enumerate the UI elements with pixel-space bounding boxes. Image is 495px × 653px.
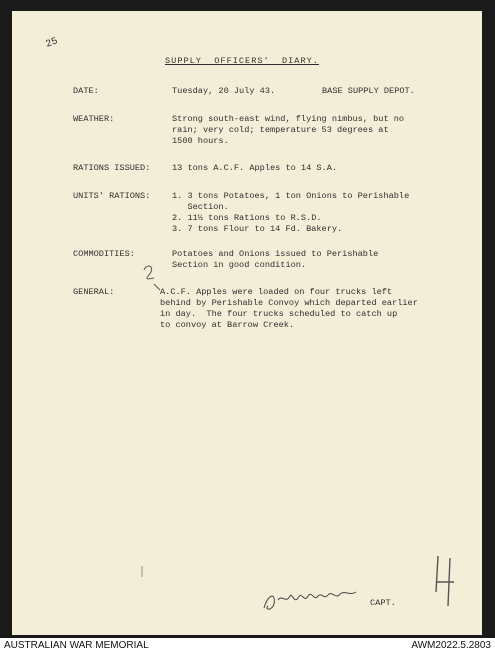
weather-label: WEATHER: — [73, 114, 115, 124]
handwritten-mark — [140, 262, 164, 292]
location: BASE SUPPLY DEPOT. — [322, 86, 415, 96]
general-line: behind by Perishable Convoy which departed earlier — [160, 298, 418, 308]
general-line: A.C.F. Apples were loaded on four trucks left — [160, 287, 393, 297]
weather-line: 1500 hours. — [172, 136, 229, 146]
page-marker: 25 — [44, 36, 60, 51]
footer-accession: AWM2022.5.2803 — [411, 640, 491, 651]
weather-line: rain; very cold; temperature 53 degrees at — [172, 125, 389, 135]
page-title: SUPPLY OFFICERS' DIARY. — [165, 56, 319, 66]
general-line: to convoy at Barrow Creek. — [160, 320, 295, 330]
units-line: 3. 7 tons Flour to 14 Fd. Bakery. — [172, 224, 343, 234]
signature — [258, 584, 368, 614]
weather-line: Strong south-east wind, flying nimbus, but no — [172, 114, 405, 124]
date-value: Tuesday, 20 July 43. — [172, 86, 276, 96]
units-line: 1. 3 tons Potatoes, 1 ton Onions to Perishable — [172, 191, 410, 201]
general-line: in day. The four trucks scheduled to catch up — [160, 309, 398, 319]
commodities-line: Potatoes and Onions issued to Perishable — [172, 249, 379, 259]
general-label: GENERAL: — [73, 287, 115, 297]
rations-value: 13 tons A.C.F. Apples to 14 S.A. — [172, 163, 338, 173]
pencil-tick — [138, 565, 146, 579]
footer-institution: AUSTRALIAN WAR MEMORIAL — [4, 640, 149, 651]
rations-label: RATIONS ISSUED: — [73, 163, 151, 173]
commodities-label: COMMODITIES: — [73, 249, 135, 259]
commodities-line: Section in good condition. — [172, 260, 307, 270]
units-label: UNITS' RATIONS: — [73, 191, 151, 201]
rank: CAPT. — [370, 598, 396, 608]
initials-mark — [428, 552, 464, 608]
units-line: Section. — [172, 202, 229, 212]
date-label: DATE: — [73, 86, 99, 96]
units-line: 2. 11½ tons Rations to R.S.D. — [172, 213, 322, 223]
